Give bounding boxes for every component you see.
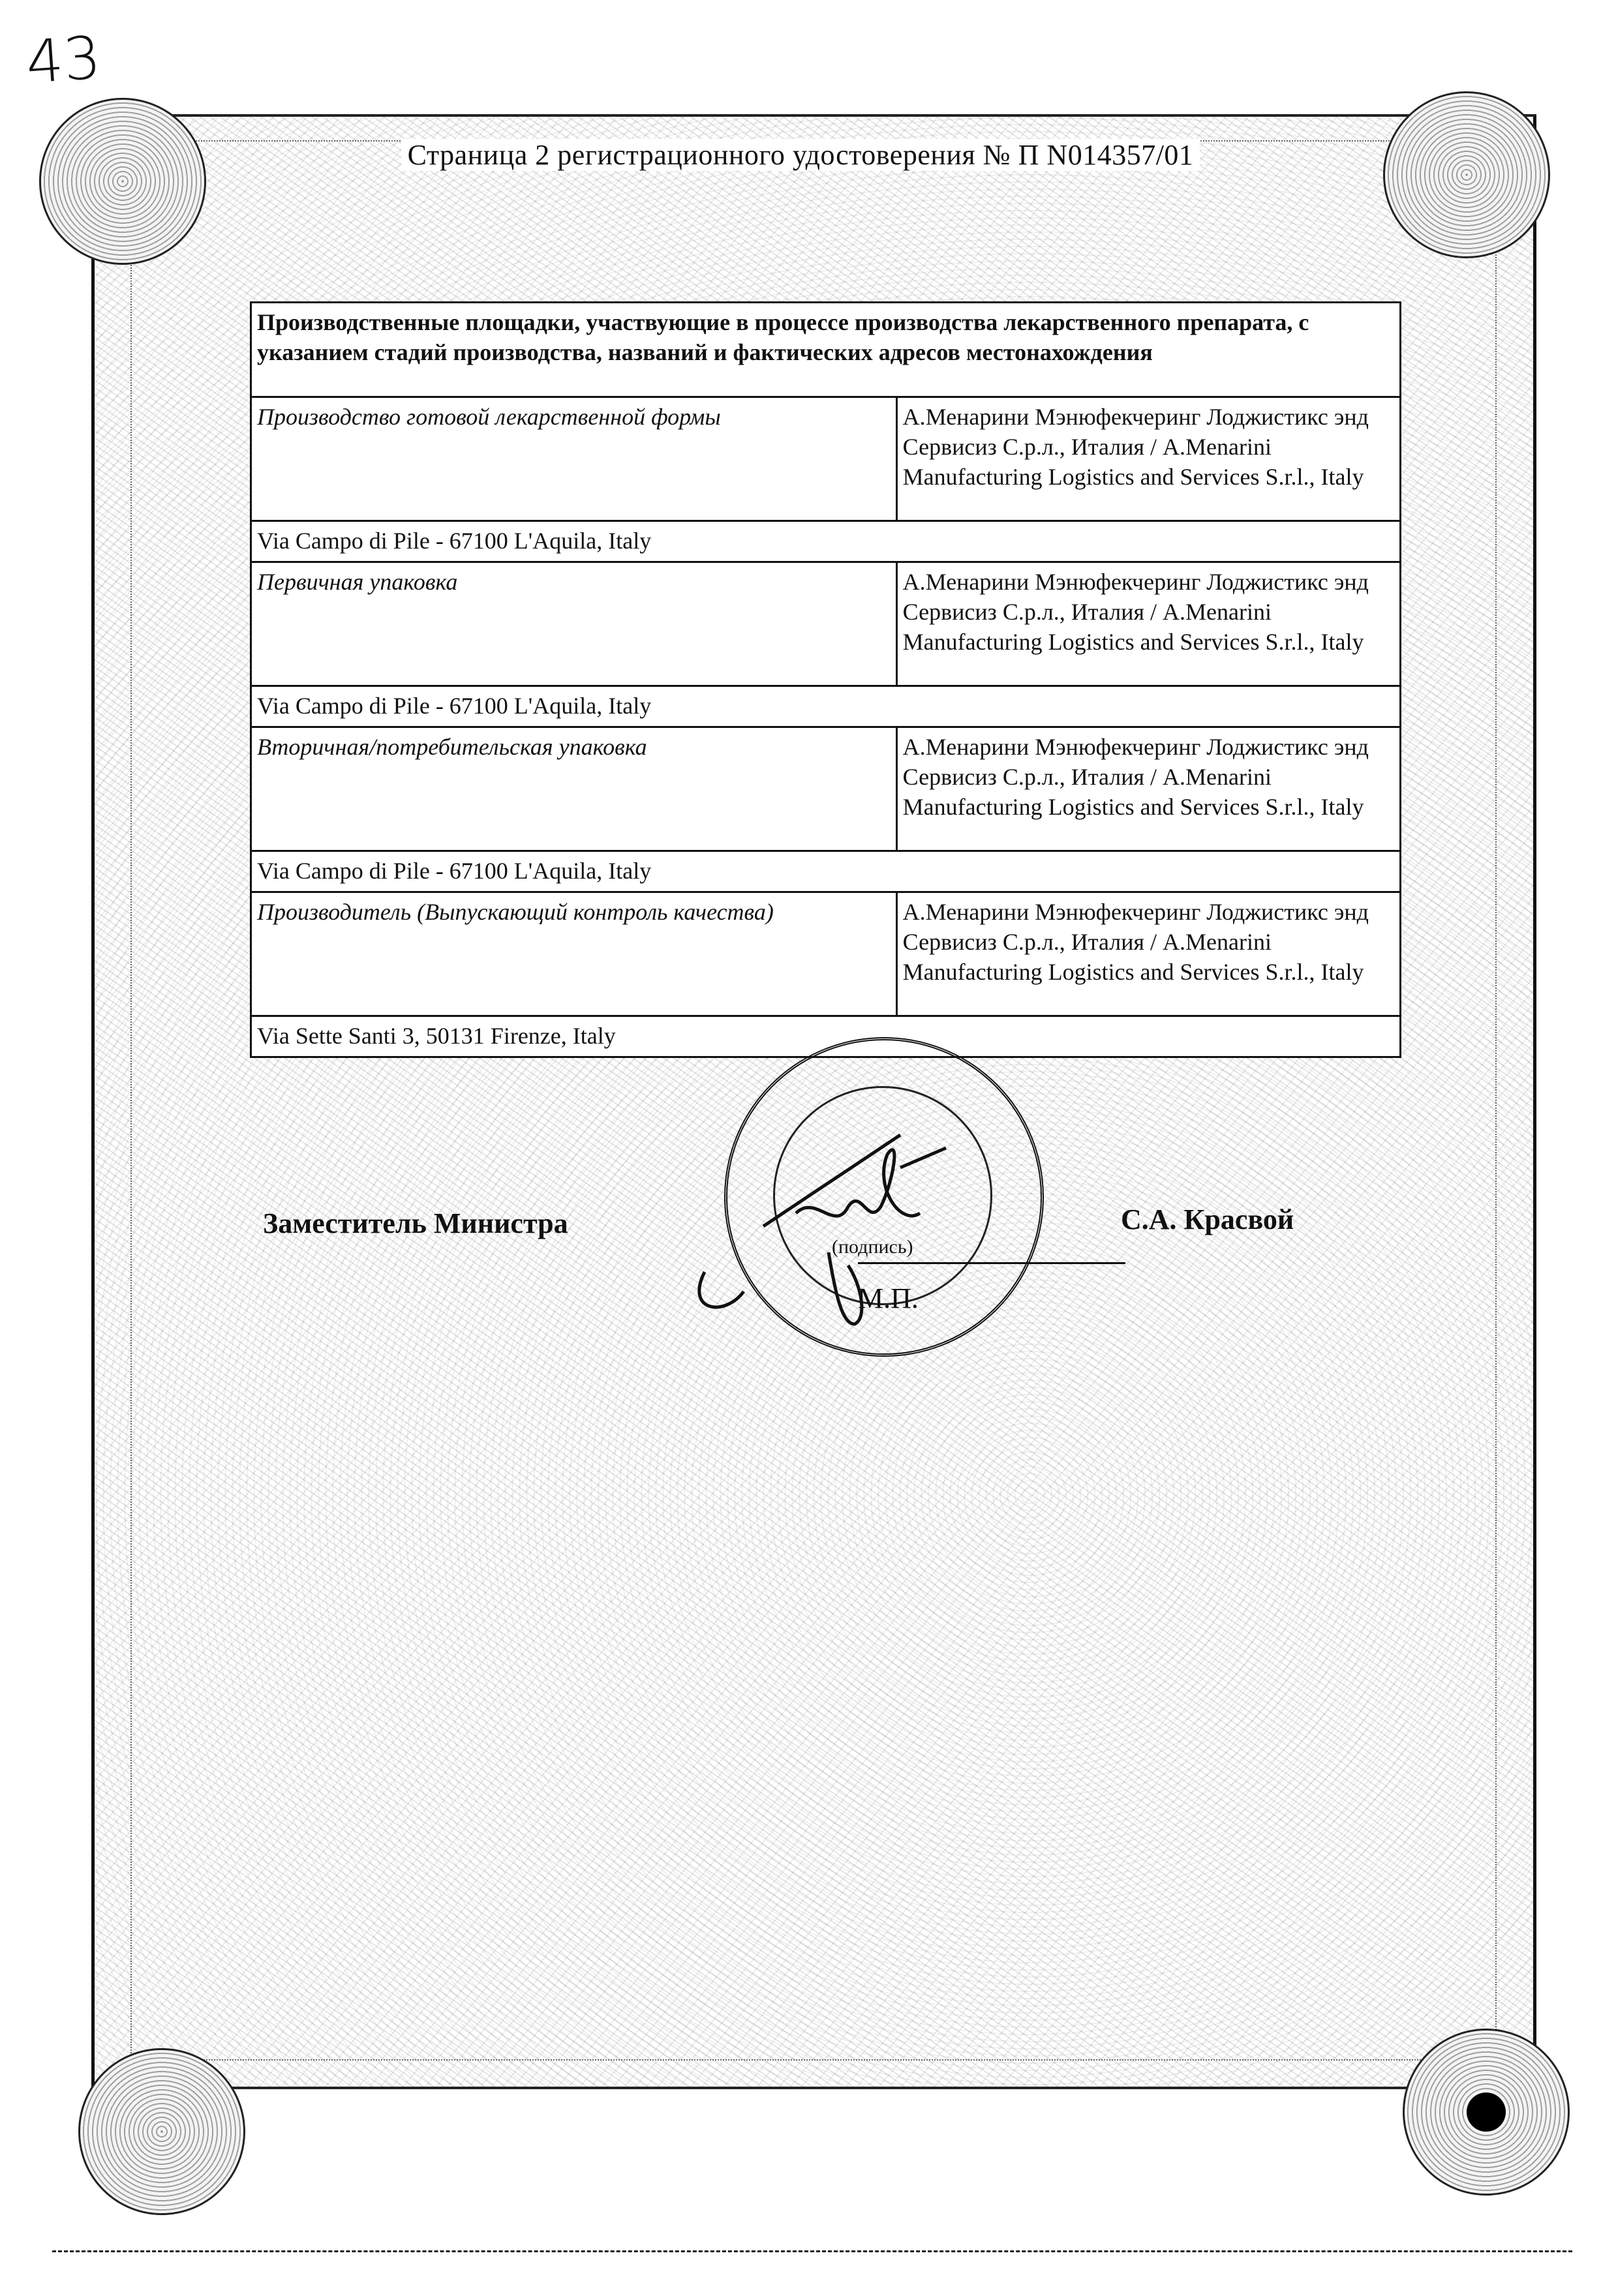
table-row bbox=[251, 727, 1401, 851]
address-row bbox=[251, 851, 1401, 892]
stage-cell: Производство готовой лекарственной формы bbox=[251, 397, 897, 521]
signatory-title: Заместитель Министра bbox=[263, 1207, 568, 1239]
signature-line bbox=[858, 1262, 1125, 1264]
hole-punch-icon bbox=[1467, 2092, 1506, 2132]
corner-rosette-icon bbox=[78, 2048, 245, 2215]
stage-cell: Первичная упаковка bbox=[251, 562, 897, 686]
address-cell: Via Campo di Pile - 67100 L'Aquila, Italy bbox=[251, 851, 1401, 892]
corner-rosette-icon bbox=[39, 98, 206, 265]
signature-block bbox=[0, 1203, 1601, 1259]
table-header: Производственные площадки, участвующие в процессе производства лекарственного препарата, с указанием стадий производства, названий и фактических адресов местонахождения bbox=[251, 303, 1401, 397]
table-row bbox=[251, 562, 1401, 686]
address-row bbox=[251, 686, 1401, 727]
signature-label: (подпись) bbox=[832, 1236, 913, 1258]
signatory-name: С.А. Красвой bbox=[1121, 1203, 1294, 1235]
address-cell: Via Campo di Pile - 67100 L'Aquila, Italy bbox=[251, 521, 1401, 562]
company-cell: А.Менарини Мэнюфекчеринг Лоджистикс энд Сервисиз С.р.л., Италия / A.Menarini Manufacturing Logistics and Services S.r.l., Italy bbox=[896, 727, 1400, 851]
company-cell: А.Менарини Мэнюфекчеринг Лоджистикс энд Сервисиз С.р.л., Италия / A.Menarini Manufacturing Logistics and Services S.r.l., Italy bbox=[896, 562, 1400, 686]
company-cell: А.Менарини Мэнюфекчеринг Лоджистикс энд Сервисиз С.р.л., Италия / A.Menarini Manufacturing Logistics and Services S.r.l., Italy bbox=[896, 892, 1400, 1016]
table-header-row bbox=[251, 303, 1401, 397]
page-title: Страница 2 регистрационного удостоверения № П N014357/01 bbox=[401, 139, 1200, 171]
stage-cell: Вторичная/потребительская упаковка bbox=[251, 727, 897, 851]
page-bottom-rule bbox=[52, 2250, 1572, 2252]
stage-cell: Производитель (Выпускающий контроль качества) bbox=[251, 892, 897, 1016]
handwritten-page-number: 43 bbox=[23, 23, 104, 97]
address-cell: Via Campo di Pile - 67100 L'Aquila, Italy bbox=[251, 686, 1401, 727]
address-cell: Via Sette Santi 3, 50131 Firenze, Italy bbox=[251, 1016, 1401, 1057]
table-row bbox=[251, 892, 1401, 1016]
table-row bbox=[251, 397, 1401, 521]
seal-label: М.П. bbox=[858, 1282, 919, 1314]
company-cell: А.Менарини Мэнюфекчеринг Лоджистикс энд Сервисиз С.р.л., Италия / A.Menarini Manufacturing Logistics and Services S.r.l., Italy bbox=[896, 397, 1400, 521]
corner-rosette-icon bbox=[1383, 91, 1550, 258]
address-row bbox=[251, 521, 1401, 562]
page-header bbox=[0, 138, 1601, 172]
corner-rosette-icon bbox=[1403, 2029, 1570, 2196]
production-sites-table bbox=[250, 301, 1401, 1058]
